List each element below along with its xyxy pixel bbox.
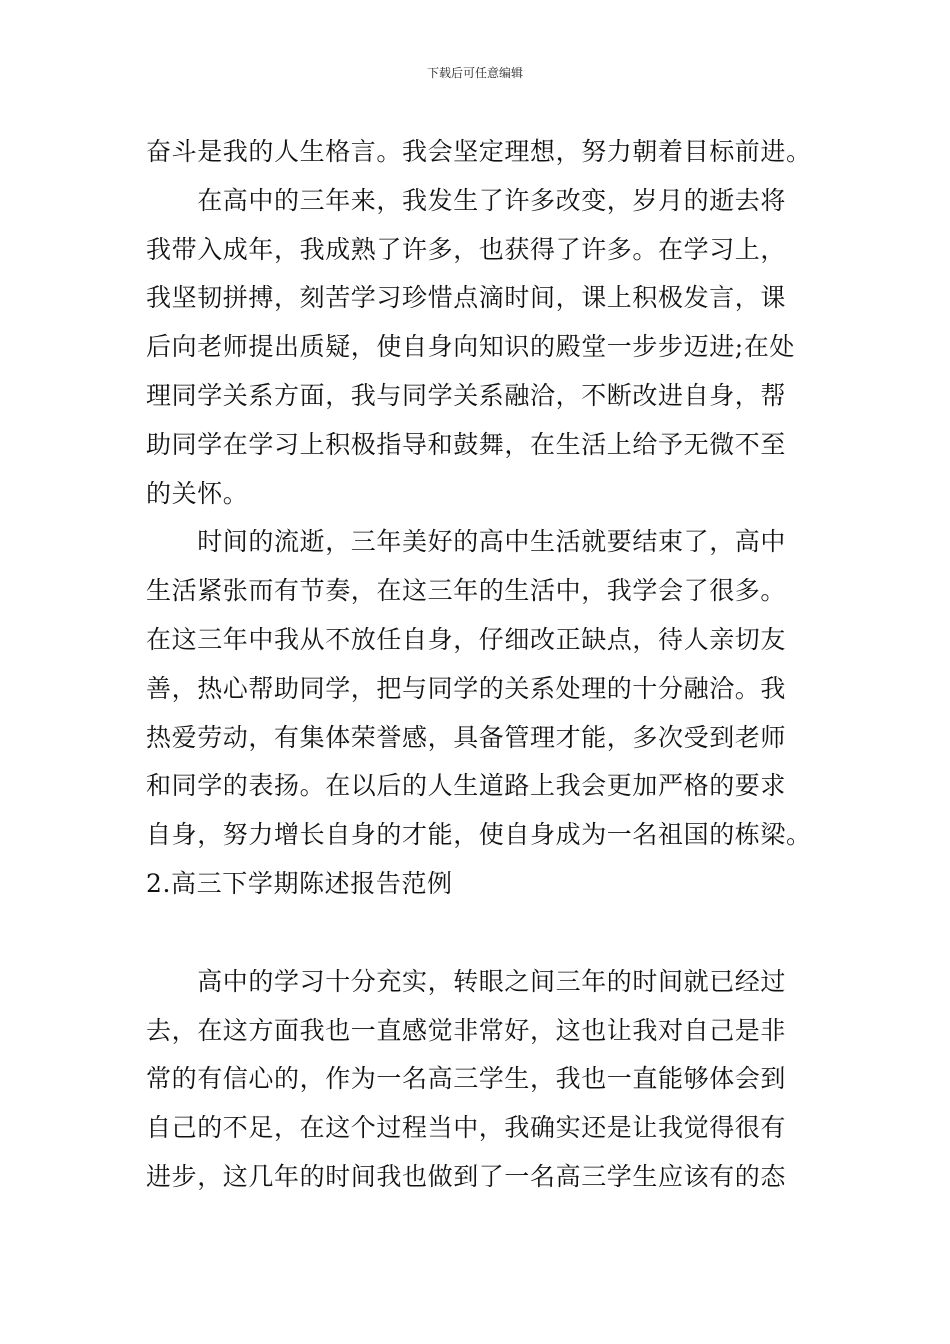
text-line: 常的有信心的，作为一名高三学生，我也一直能够体会到 [146, 1064, 787, 1094]
text-line: 时间的流逝，三年美好的高中生活就要结束了，高中 [146, 527, 787, 557]
text-line: 后向老师提出质疑，使自身向知识的殿堂一步步迈进;在处 [146, 332, 796, 362]
text-line: 奋斗是我的人生格言。我会坚定理想，努力朝着目标前进。 [146, 137, 812, 166]
text-line: 我坚韧拼搏，刻苦学习珍惜点滴时间，课上积极发言，课 [146, 283, 787, 313]
text-line: 理同学关系方面，我与同学关系融洽，不断改进自身，帮 [146, 380, 787, 410]
text-line: 和同学的表扬。在以后的人生道路上我会更加严格的要求 [146, 771, 787, 801]
section-heading: 2.高三下学期陈述报告范例 [146, 868, 453, 898]
text-line: 善，热心帮助同学，把与同学的关系处理的十分融洽。我 [146, 673, 787, 703]
page-header: 下载后可任意编辑 [426, 66, 523, 80]
text-line: 的关怀。 [146, 478, 249, 508]
text-line: 在这三年中我从不放任自身，仔细改正缺点，待人亲切友 [146, 624, 787, 654]
text-line: 助同学在学习上积极指导和鼓舞，在生活上给予无微不至 [146, 429, 787, 459]
text-line: 去，在这方面我也一直感觉非常好，这也让我对自己是非 [146, 1015, 787, 1045]
text-line: 高中的学习十分充实，转眼之间三年的时间就已经过 [146, 966, 787, 996]
text-line: 进步，这几年的时间我也做到了一名高三学生应该有的态 [146, 1161, 787, 1191]
text-line: 我带入成年，我成熟了许多，也获得了许多。在学习上， [146, 234, 787, 264]
text-line: 在高中的三年来，我发生了许多改变，岁月的逝去将 [146, 185, 787, 215]
text-line: 自身，努力增长自身的才能，使自身成为一名祖国的栋梁。 [146, 820, 812, 850]
text-line: 生活紧张而有节奏，在这三年的生活中，我学会了很多。 [146, 576, 787, 606]
document-body [146, 128, 812, 1202]
text-line: 自己的不足，在这个过程当中，我确实还是让我觉得很有 [146, 1113, 787, 1143]
blank-line [146, 909, 808, 958]
text-line: 热爱劳动，有集体荣誉感，具备管理才能，多次受到老师 [146, 722, 787, 752]
